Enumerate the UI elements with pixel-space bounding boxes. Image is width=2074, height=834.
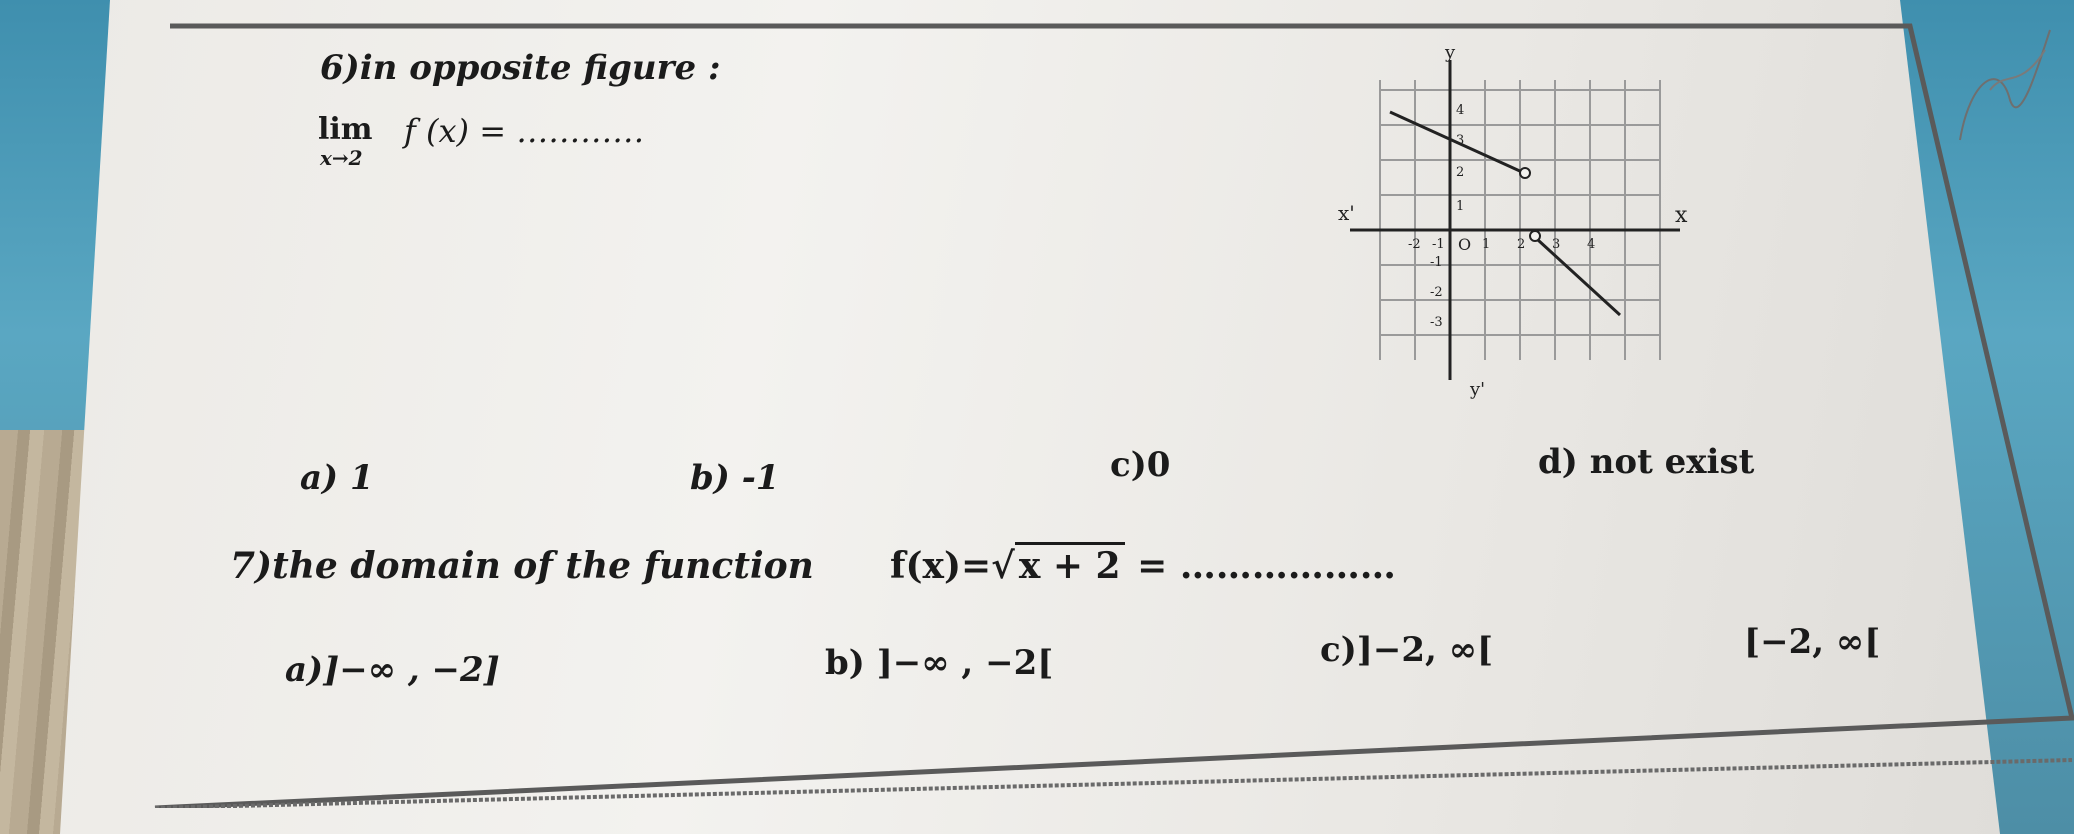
q6-option-c[interactable]: c)0 [1110, 445, 1171, 485]
y-tick-label: 2 [1456, 165, 1465, 180]
lim-word: lim [318, 112, 373, 147]
graph-curve [1390, 112, 1620, 315]
q6-option-b[interactable]: b) -1 [690, 458, 780, 498]
x-prime-axis-label: x' [1338, 201, 1355, 225]
limit-expression [318, 112, 645, 170]
q7-option-b[interactable]: b) ]−∞ , −2[ [825, 643, 1054, 683]
pencil-scribble [1950, 20, 2060, 160]
origin-label: O [1458, 235, 1472, 254]
lim-function: f (x) = ………… [404, 112, 645, 150]
graph-grid [1380, 80, 1660, 360]
y-tick-label: -3 [1430, 315, 1443, 330]
question-6-title: 6)in opposite figure : [320, 48, 721, 88]
y-tick-label: 3 [1456, 133, 1465, 148]
x-tick-label: 2 [1517, 237, 1526, 252]
y-tick-label: -2 [1430, 285, 1443, 300]
q7-option-c[interactable]: c)]−2, ∞[ [1320, 630, 1494, 670]
x-tick-label: -1 [1432, 237, 1445, 252]
x-tick-label: 1 [1482, 237, 1491, 252]
y-tick-label: 1 [1456, 199, 1465, 214]
y-tick-label: -1 [1430, 255, 1443, 270]
lim-subscript: x→2 [320, 146, 363, 170]
domain-expression [890, 545, 1396, 587]
y-prime-axis-label: y' [1470, 379, 1486, 400]
expr-radicand: x + 2 [1015, 542, 1125, 587]
x-tick-label: 3 [1552, 237, 1561, 252]
expr-suffix: = ……………… [1124, 545, 1396, 587]
open-circle-lower [1530, 231, 1540, 241]
x-tick-label: 4 [1587, 237, 1596, 252]
y-axis-label: y [1445, 42, 1456, 63]
q7-option-a[interactable]: a)]−∞ , −2] [285, 650, 500, 690]
question-7-title: 7)the domain of the function [230, 545, 814, 587]
q6-option-d[interactable]: d) not exist [1538, 442, 1755, 482]
graph-axes [1350, 60, 1680, 380]
x-axis-label: x [1675, 203, 1688, 228]
q6-option-a[interactable]: a) 1 [300, 458, 374, 498]
expr-prefix: f(x)=√ [890, 545, 1015, 587]
x-tick-label: -2 [1408, 237, 1421, 252]
open-circle-upper [1520, 168, 1530, 178]
y-tick-label: 4 [1456, 103, 1465, 118]
q7-option-d[interactable]: [−2, ∞[ [1744, 622, 1881, 662]
function-graph [1320, 40, 1700, 410]
